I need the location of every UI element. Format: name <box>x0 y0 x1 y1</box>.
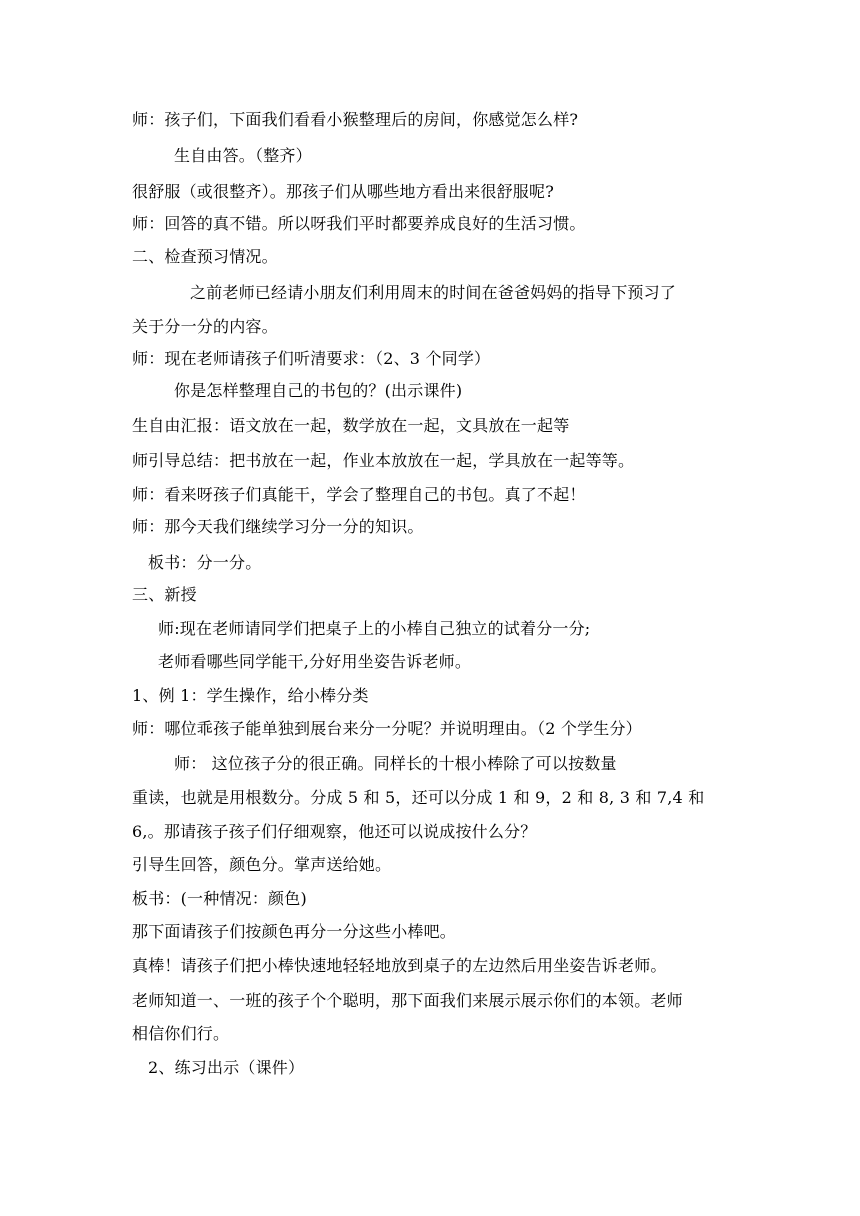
section-heading: 二、检查预习情况。 <box>132 247 278 266</box>
text-line: 师：看来呀孩子们真能干，学会了整理自己的书包。真了不起！ <box>132 485 586 504</box>
text-line: 重读，也就是用根数分。分成 5 和 5，还可以分成 1 和 9，2 和 8, 3 和 7,4 和 <box>132 788 705 807</box>
text-line: 生自由汇报：语文放在一起，数学放在一起，文具放在一起等 <box>132 416 570 435</box>
text-line: 引导生回答，颜色分。掌声送给她。 <box>132 855 392 874</box>
text-line: 老师看哪些同学能干,分好用坐姿告诉老师。 <box>158 652 472 671</box>
text-line: 相信你们行。 <box>132 1024 230 1043</box>
section-heading: 三、新授 <box>132 585 197 604</box>
text-line: 师：回答的真不错。所以呀我们平时都要养成良好的生活习惯。 <box>132 214 586 233</box>
text-line: 师： 这位孩子分的很正确。同样长的十根小棒除了可以按数量 <box>174 754 617 773</box>
text-line: 板书：分一分。 <box>148 553 262 572</box>
text-line: 你是怎样整理自己的书包的？(出示课件) <box>174 381 463 400</box>
text-line: 之前老师已经请小朋友们利用周末的时间在爸爸妈妈的指导下预习了 <box>190 283 677 302</box>
text-line: 真棒！请孩子们把小棒快速地轻轻地放到桌子的左边然后用坐姿告诉老师。 <box>132 956 667 975</box>
text-line: 老师知道一、一班的孩子个个聪明，那下面我们来展示展示你们的本领。老师 <box>132 991 683 1010</box>
text-line: 2、练习出示（课件） <box>148 1058 305 1077</box>
text-line: 师：现在老师请孩子们听清要求：（2、3 个同学） <box>132 349 491 368</box>
text-line: 很舒服（或很整齐）。那孩子们从哪些地方看出来很舒服呢? <box>132 182 554 201</box>
text-line: 6,。那请孩子孩子们仔细观察，他还可以说成按什么分？ <box>132 822 537 841</box>
text-line: 师引导总结：把书放在一起，作业本放放在一起，学具放在一起等等。 <box>132 451 635 470</box>
text-line: 那下面请孩子们按颜色再分一分这些小棒吧。 <box>132 922 457 941</box>
text-line: 师:现在老师请同学们把桌子上的小棒自己独立的试着分一分; <box>158 619 591 638</box>
text-line: 板书：(一种情况：颜色) <box>132 889 307 908</box>
text-line: 生自由答。（整齐） <box>174 146 312 165</box>
text-line: 关于分一分的内容。 <box>132 317 278 336</box>
text-line: 师：哪位乖孩子能单独到展台来分一分呢？并说明理由。（2 个学生分） <box>132 719 642 738</box>
text-line: 师：孩子们，下面我们看看小猴整理后的房间，你感觉怎么样? <box>132 110 579 129</box>
text-line: 1、例 1：学生操作，给小棒分类 <box>132 686 369 705</box>
text-line: 师：那今天我们继续学习分一分的知识。 <box>132 517 424 536</box>
